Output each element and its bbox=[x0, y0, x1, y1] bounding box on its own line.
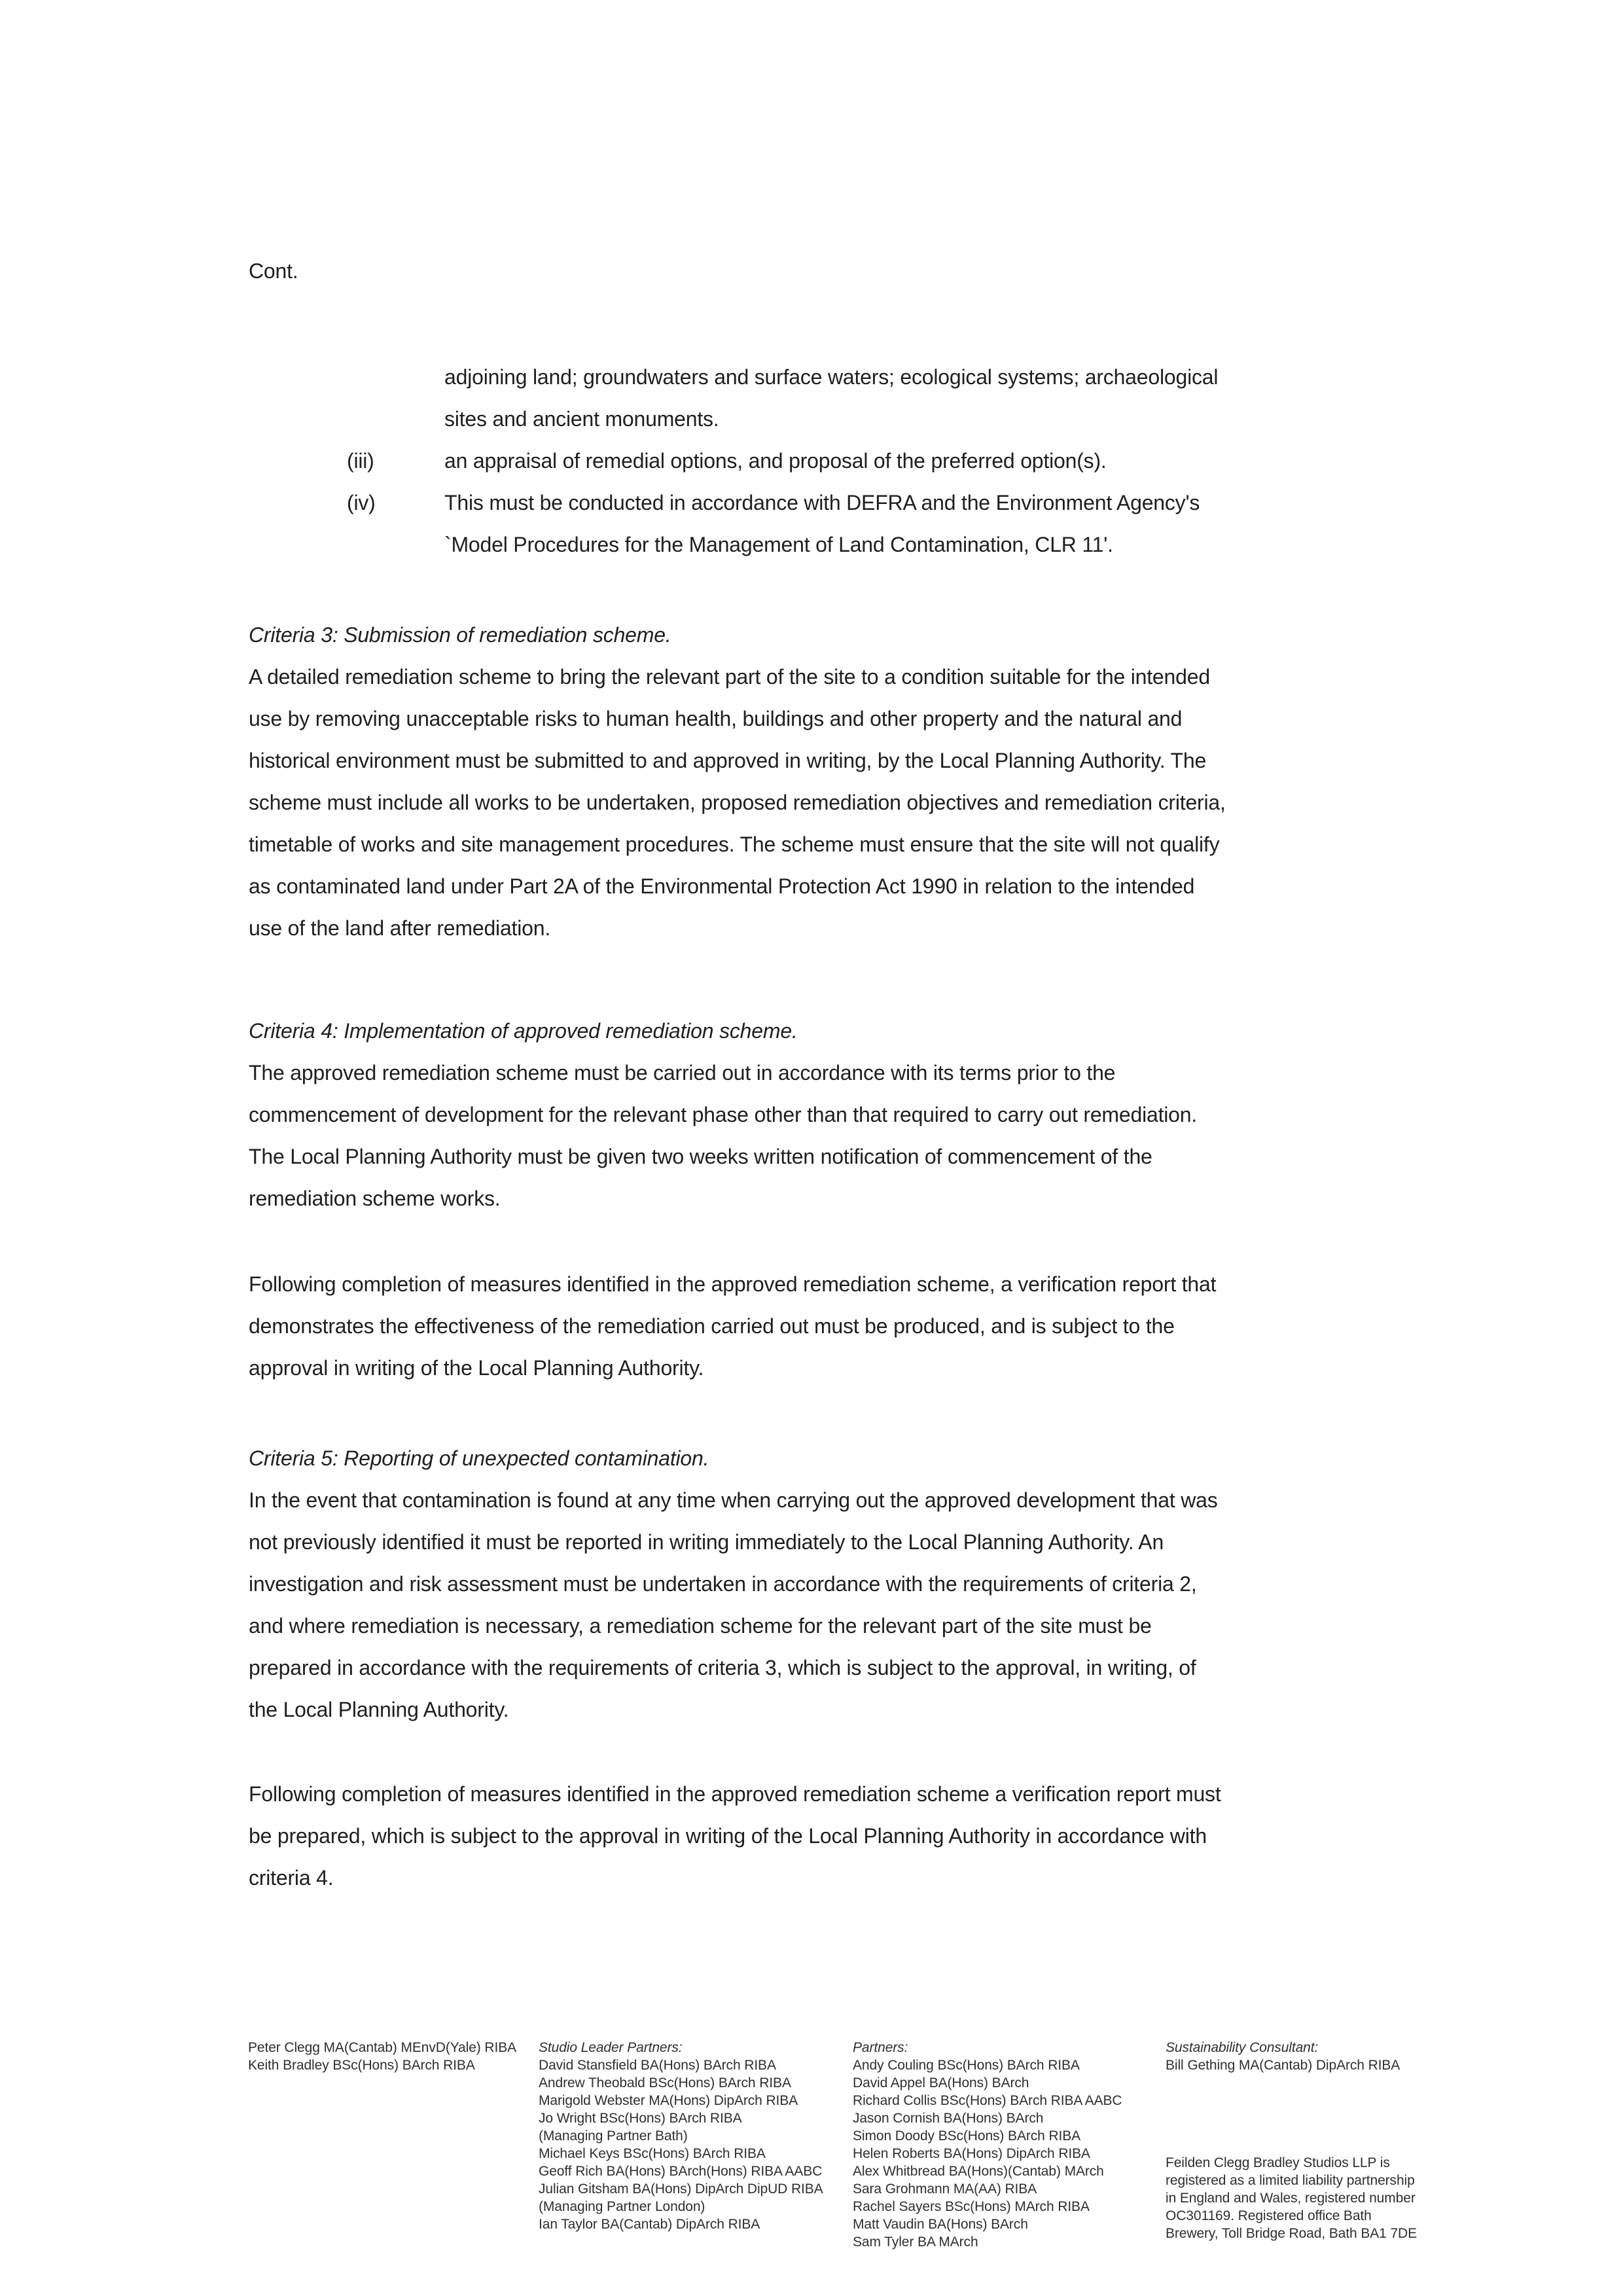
paragraph-line: the Local Planning Authority. bbox=[249, 1698, 509, 1721]
list-marker: (iii) bbox=[347, 449, 374, 473]
section-heading: Criteria 5: Reporting of unexpected contamination. bbox=[249, 1446, 709, 1470]
footer-line: Julian Gitsham BA(Hons) DipArch DipUD RIBA bbox=[539, 2181, 823, 2197]
list-text: sites and ancient monuments. bbox=[444, 407, 719, 431]
footer-line: Marigold Webster MA(Hons) DipArch RIBA bbox=[539, 2093, 798, 2108]
list-row bbox=[249, 398, 1218, 440]
paragraph-verification-2 bbox=[249, 1773, 1221, 1899]
paragraph-line: remediation scheme works. bbox=[249, 1187, 501, 1210]
section-criteria-3 bbox=[249, 614, 1226, 949]
paragraph-line: scheme must include all works to be undertaken, proposed remediation objectives and remediation criteria, bbox=[249, 791, 1226, 814]
paragraph-line: criteria 4. bbox=[249, 1866, 334, 1890]
footer-line: Sara Grohmann MA(AA) RIBA bbox=[853, 2181, 1037, 2197]
footer-line: Richard Collis BSc(Hons) BArch RIBA AABC bbox=[853, 2093, 1122, 2108]
registration-line: Brewery, Toll Bridge Road, Bath BA1 7DE bbox=[1166, 2226, 1418, 2241]
paragraph-line: timetable of works and site management procedures. The scheme must ensure that the site will not qualify bbox=[249, 833, 1220, 856]
paragraph-line: use of the land after remediation. bbox=[249, 916, 551, 940]
paragraph-line: A detailed remediation scheme to bring the relevant part of the site to a condition suitable for the intended bbox=[249, 665, 1210, 689]
cont-label: Cont. bbox=[249, 259, 298, 283]
paragraph-line: historical environment must be submitted to and approved in writing, by the Local Planning Authority. The bbox=[249, 749, 1207, 772]
paragraph-line: use by removing unacceptable risks to human health, buildings and other property and the natural and bbox=[249, 707, 1183, 730]
footer-line: Rachel Sayers BSc(Hons) MArch RIBA bbox=[853, 2199, 1090, 2214]
list-row bbox=[249, 440, 1218, 482]
paragraph-line: as contaminated land under Part 2A of the Environmental Protection Act 1990 in relation to the intended bbox=[249, 874, 1195, 898]
footer-line: (Managing Partner Bath) bbox=[539, 2128, 688, 2144]
list-row bbox=[249, 482, 1218, 524]
paragraph-line: investigation and risk assessment must be undertaken in accordance with the requirements of criteria 2, bbox=[249, 1572, 1197, 1596]
registration-line: Feilden Clegg Bradley Studios LLP is bbox=[1166, 2155, 1390, 2170]
footer-line: Jo Wright BSc(Hons) BArch RIBA bbox=[539, 2111, 742, 2126]
footer-column-studio-leader-partners bbox=[539, 2039, 823, 2233]
footer-line: Alex Whitbread BA(Hons)(Cantab) MArch bbox=[853, 2164, 1104, 2179]
footer-line: Andrew Theobald BSc(Hons) BArch RIBA bbox=[539, 2075, 791, 2090]
footer-column-heading: Sustainability Consultant: bbox=[1166, 2040, 1319, 2055]
footer-line: Bill Gething MA(Cantab) DipArch RIBA bbox=[1166, 2058, 1400, 2073]
footer-line: (Managing Partner London) bbox=[539, 2199, 705, 2214]
footer-line: Helen Roberts BA(Hons) DipArch RIBA bbox=[853, 2146, 1090, 2161]
paragraph-line: prepared in accordance with the requirements of criteria 3, which is subject to the approval, in writing, of bbox=[249, 1656, 1196, 1679]
list-marker: (iv) bbox=[347, 491, 376, 514]
list-text: This must be conducted in accordance with DEFRA and the Environment Agency's bbox=[444, 491, 1200, 514]
footer-line: David Stansfield BA(Hons) BArch RIBA bbox=[539, 2058, 776, 2073]
paragraph-line: approval in writing of the Local Planning Authority. bbox=[249, 1356, 704, 1380]
footer-line: Jason Cornish BA(Hons) BArch bbox=[853, 2111, 1044, 2126]
footer-line: Simon Doody BSc(Hons) BArch RIBA bbox=[853, 2128, 1081, 2144]
footer-column-heading: Studio Leader Partners: bbox=[539, 2040, 683, 2055]
paragraph-line: The Local Planning Authority must be given two weeks written notification of commencement of the bbox=[249, 1145, 1152, 1168]
list-text: `Model Procedures for the Management of Land Contamination, CLR 11'. bbox=[444, 533, 1113, 556]
paragraph-line: Following completion of measures identified in the approved remediation scheme, a verification report that bbox=[249, 1272, 1217, 1296]
registration-line: registered as a limited liability partnership bbox=[1166, 2173, 1415, 2188]
list-text: an appraisal of remedial options, and proposal of the preferred option(s). bbox=[444, 449, 1107, 473]
registration-line: in England and Wales, registered number bbox=[1166, 2191, 1416, 2206]
footer-line: Sam Tyler BA MArch bbox=[853, 2234, 978, 2250]
footer-line: Keith Bradley BSc(Hons) BArch RIBA bbox=[248, 2058, 475, 2073]
paragraph-line: Following completion of measures identified in the approved remediation scheme a verification report must bbox=[249, 1782, 1221, 1806]
registration-block bbox=[1166, 2154, 1417, 2242]
section-criteria-5 bbox=[249, 1437, 1218, 1731]
paragraph-line: demonstrates the effectiveness of the remediation carried out must be produced, and is subject to the bbox=[249, 1314, 1175, 1338]
footer-line: Peter Clegg MA(Cantab) MEnvD(Yale) RIBA bbox=[248, 2040, 517, 2055]
footer-line: Ian Taylor BA(Cantab) DipArch RIBA bbox=[539, 2217, 760, 2232]
section-criteria-4 bbox=[249, 1010, 1197, 1219]
paragraph-verification-1 bbox=[249, 1263, 1216, 1389]
paragraph-line: The approved remediation scheme must be carried out in accordance with its terms prior to the bbox=[249, 1061, 1116, 1085]
condition-list bbox=[249, 356, 1218, 565]
list-row bbox=[249, 524, 1218, 565]
footer-column-partners bbox=[853, 2039, 1122, 2251]
footer-column-consultant bbox=[1166, 2039, 1400, 2074]
footer-column-signatories bbox=[248, 2039, 516, 2074]
paragraph-line: be prepared, which is subject to the approval in writing of the Local Planning Authority in accordance with bbox=[249, 1824, 1207, 1848]
footer-column-heading: Partners: bbox=[853, 2040, 908, 2055]
paragraph-line: and where remediation is necessary, a remediation scheme for the relevant part of the site must be bbox=[249, 1614, 1152, 1638]
footer-line: Matt Vaudin BA(Hons) BArch bbox=[853, 2217, 1028, 2232]
footer-line: Andy Couling BSc(Hons) BArch RIBA bbox=[853, 2058, 1080, 2073]
section-heading: Criteria 3: Submission of remediation scheme. bbox=[249, 623, 671, 647]
paragraph-line: commencement of development for the relevant phase other than that required to carry out remediation. bbox=[249, 1103, 1198, 1126]
section-heading: Criteria 4: Implementation of approved remediation scheme. bbox=[249, 1019, 798, 1043]
footer-line: David Appel BA(Hons) BArch bbox=[853, 2075, 1029, 2090]
list-row bbox=[249, 356, 1218, 398]
footer-line: Michael Keys BSc(Hons) BArch RIBA bbox=[539, 2146, 766, 2161]
list-text: adjoining land; groundwaters and surface waters; ecological systems; archaeological bbox=[444, 365, 1219, 389]
paragraph-line: In the event that contamination is found at any time when carrying out the approved development that was bbox=[249, 1488, 1218, 1512]
paragraph-line: not previously identified it must be reported in writing immediately to the Local Planning Authority. An bbox=[249, 1530, 1164, 1554]
registration-line: OC301169. Registered office Bath bbox=[1166, 2208, 1372, 2223]
footer-line: Geoff Rich BA(Hons) BArch(Hons) RIBA AABC bbox=[539, 2164, 823, 2179]
